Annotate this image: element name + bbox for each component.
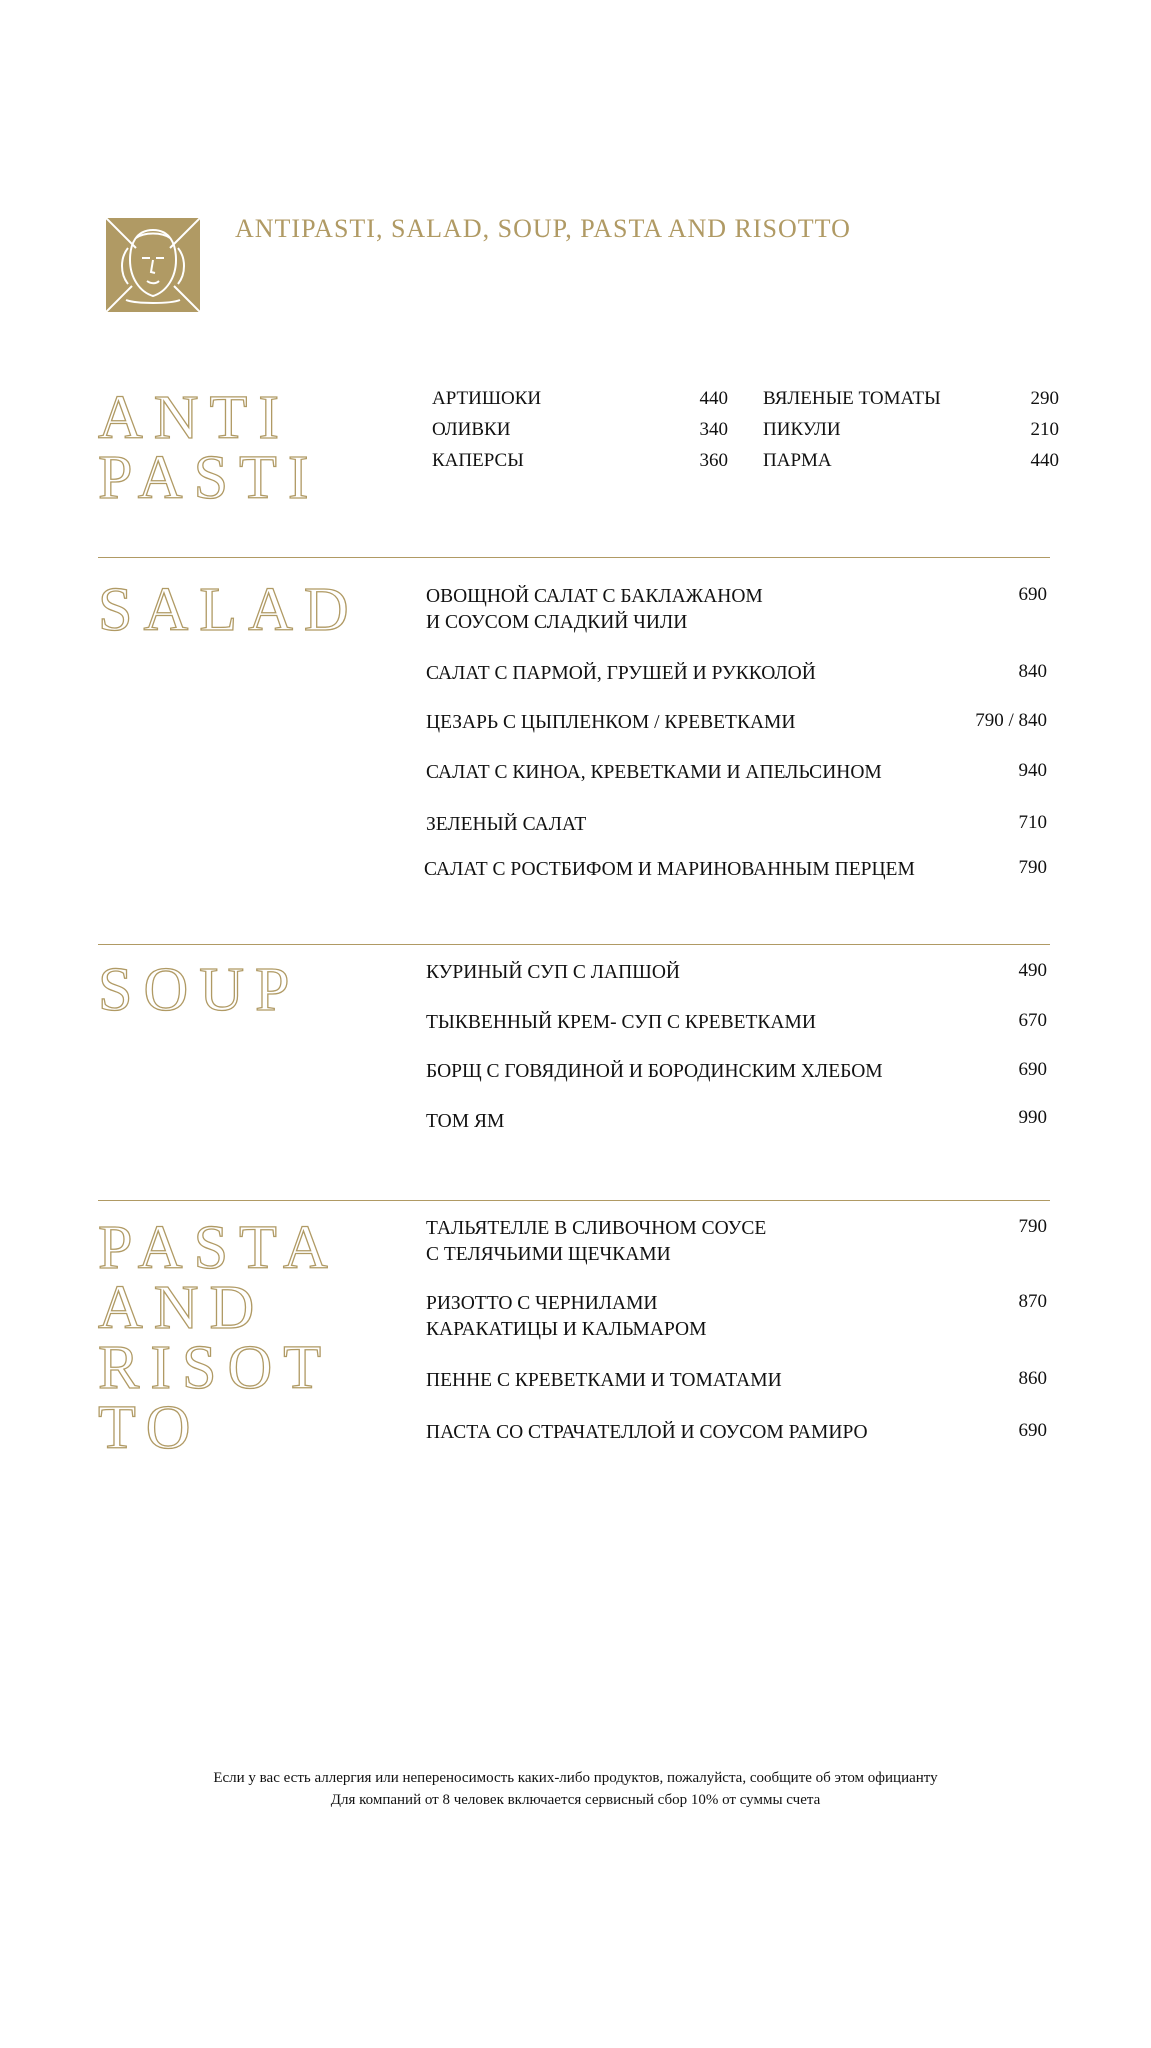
menu-item-line: ПЕННЕ С КРЕВЕТКАМИ И ТОМАТАМИ (426, 1370, 782, 1391)
menu-item-name (426, 1109, 504, 1135)
antipasti-title-line: ANTI (98, 384, 291, 452)
allergy-note: Если у вас есть аллергия или непереносимость каких-либо продуктов, пожалуйста, сообщите об этом официанту (213, 1770, 938, 1786)
menu-item-price: 490 (1018, 960, 1047, 981)
menu-item-line: САЛАТ С РОСТБИФОМ И МАРИНОВАННЫМ ПЕРЦЕМ (424, 859, 915, 880)
menu-item-price: 210 (1030, 419, 1059, 440)
menu-item-line: РИЗОТТО С ЧЕРНИЛАМИ (426, 1293, 658, 1314)
menu-item-name (426, 661, 816, 687)
menu-item-name: ПАРМА (763, 450, 832, 471)
menu-item-name: ВЯЛЕНЫЕ ТОМАТЫ (763, 388, 941, 409)
salad-section-title (98, 576, 360, 644)
menu-item-name (426, 1368, 782, 1394)
soup-section-title (98, 956, 301, 1024)
menu-item-price: 670 (1018, 1010, 1047, 1031)
page-title: ANTIPASTI, SALAD, SOUP, PASTA AND RISOTTO (235, 214, 851, 243)
menu-item-line: ОВОЩНОЙ САЛАТ С БАКЛАЖАНОМ (426, 586, 763, 607)
menu-item-name: ПИКУЛИ (763, 419, 841, 440)
menu-item-price: 710 (1018, 812, 1047, 833)
menu-item-line: ПАСТА СО СТРАЧАТЕЛЛОЙ И СОУСОМ РАМИРО (426, 1422, 868, 1443)
antipasti-title-line: PASTI (98, 444, 320, 512)
menu-item-name (426, 960, 680, 986)
menu-item-line: КАРАКАТИЦЫ И КАЛЬМАРОМ (426, 1319, 707, 1340)
section-divider (98, 944, 1050, 945)
menu-item-price: 690 (1018, 1420, 1047, 1441)
menu-item-name (426, 710, 795, 736)
brand-logo (106, 218, 200, 312)
menu-item-name: АРТИШОКИ (432, 388, 542, 409)
menu-item-price: 860 (1018, 1368, 1047, 1389)
menu-item-line: ЦЕЗАРЬ С ЦЫПЛЕНКОМ / КРЕВЕТКАМИ (426, 712, 796, 733)
menu-item-line: С ТЕЛЯЧЬИМИ ЩЕЧКАМИ (426, 1244, 671, 1265)
menu-item-line: САЛАТ С КИНОА, КРЕВЕТКАМИ И АПЕЛЬСИНОМ (426, 762, 882, 783)
menu-item-line: И СОУСОМ СЛАДКИЙ ЧИЛИ (426, 612, 688, 633)
pasta-title-line: TO (98, 1394, 202, 1462)
menu-item-price: 790 (1018, 857, 1047, 878)
menu-item-price: 690 (1018, 584, 1047, 605)
menu-item-price: 990 (1018, 1107, 1047, 1128)
menu-item-price: 440 (1030, 450, 1059, 471)
soup-title-line: SOUP (98, 956, 301, 1024)
pasta-title-line: AND (98, 1274, 266, 1342)
menu-item-price: 870 (1018, 1291, 1047, 1312)
menu-item-price: 340 (699, 419, 728, 440)
goddess-face-icon (106, 218, 200, 312)
menu-item-line: ТОМ ЯМ (426, 1111, 505, 1132)
service-charge-note: Для компаний от 8 человек включается сервисный сбор 10% от суммы счета (330, 1792, 821, 1808)
antipasti-section-title (98, 384, 320, 512)
menu-item-name (426, 1010, 816, 1036)
menu-item-price: 790 / 840 (975, 710, 1047, 731)
menu-item-line: ТЫКВЕННЫЙ КРЕМ- СУП С КРЕВЕТКАМИ (426, 1012, 816, 1033)
footer-note (0, 1767, 1151, 1811)
menu-item-price: 440 (699, 388, 728, 409)
menu-item-name (426, 1420, 868, 1446)
menu-item-name: КАПЕРСЫ (432, 450, 524, 471)
menu-item-name (426, 812, 586, 838)
salad-title-line: SALAD (98, 576, 360, 644)
menu-item-price: 360 (699, 450, 728, 471)
menu-item-line: КУРИНЫЙ СУП С ЛАПШОЙ (426, 962, 681, 983)
menu-item-line: ТАЛЬЯТЕЛЛЕ В СЛИВОЧНОМ СОУСЕ (426, 1218, 767, 1239)
pasta-title-line: PASTA (98, 1214, 339, 1282)
menu-item-price: 940 (1018, 760, 1047, 781)
menu-item-name: ОЛИВКИ (432, 419, 511, 440)
menu-item-price: 840 (1018, 661, 1047, 682)
menu-item-price: 790 (1018, 1216, 1047, 1237)
menu-item-line: САЛАТ С ПАРМОЙ, ГРУШЕЙ И РУККОЛОЙ (426, 663, 816, 684)
menu-item-name (424, 857, 915, 883)
section-divider (98, 1200, 1050, 1201)
menu-item-price: 690 (1018, 1059, 1047, 1080)
menu-item-name (426, 1291, 706, 1343)
menu-item-name (426, 1216, 766, 1268)
menu-item-name (426, 584, 763, 636)
menu-item-line: БОРЩ С ГОВЯДИНОЙ И БОРОДИНСКИМ ХЛЕБОМ (426, 1061, 883, 1082)
menu-item-line: ЗЕЛЕНЫЙ САЛАТ (426, 814, 587, 835)
section-divider (98, 557, 1050, 558)
menu-item-name (426, 760, 882, 786)
menu-item-price: 290 (1030, 388, 1059, 409)
pasta-section-title (98, 1214, 339, 1462)
pasta-title-line: RISOT (98, 1334, 333, 1402)
menu-item-name (426, 1059, 883, 1085)
